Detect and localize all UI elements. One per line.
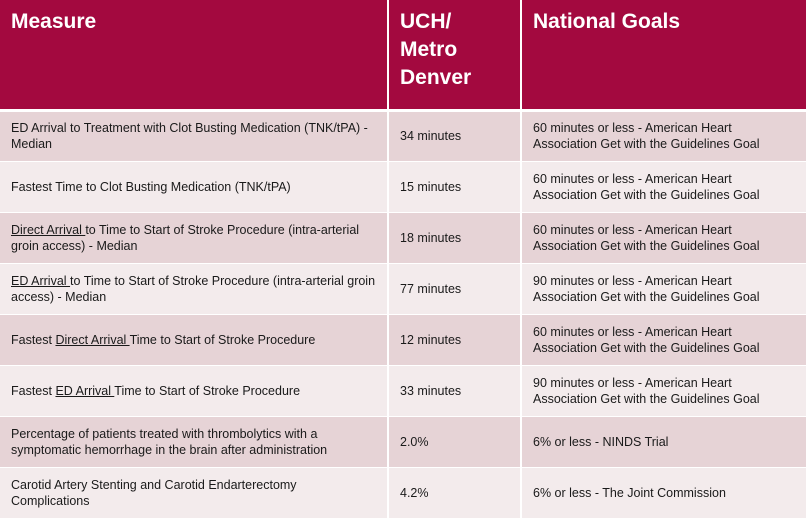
measure-cell xyxy=(0,161,388,212)
table-row xyxy=(0,314,806,365)
measure-cell xyxy=(0,365,388,416)
table-row xyxy=(0,365,806,416)
header-uch-line2: Metro xyxy=(400,38,458,61)
table-row xyxy=(0,161,806,212)
header-uch-line1: UCH/ xyxy=(400,10,452,33)
measure-text: Fastest Time to Clot Busting Medication (TNK/tPA) xyxy=(11,179,291,194)
measure-text: Carotid Artery Stenting and Carotid Endarterectomy Complications xyxy=(11,477,297,508)
table-row xyxy=(0,416,806,467)
header-measure: Measure xyxy=(0,0,388,110)
goal-cell: 60 minutes or less - American Heart Association Get with the Guidelines Goal xyxy=(521,314,806,365)
header-row xyxy=(0,0,806,110)
measure-cell xyxy=(0,212,388,263)
value-cell: 34 minutes xyxy=(388,110,521,161)
measure-underlined: ED Arrival xyxy=(11,273,71,288)
table-row xyxy=(0,110,806,161)
value-cell: 15 minutes xyxy=(388,161,521,212)
table-row xyxy=(0,467,806,518)
measure-underlined: Direct Arrival xyxy=(55,332,130,347)
value-cell: 12 minutes xyxy=(388,314,521,365)
measure-text: Fastest xyxy=(11,332,56,347)
goal-cell: 6% or less - The Joint Commission xyxy=(521,467,806,518)
value-cell: 4.2% xyxy=(388,467,521,518)
header-national-goals: National Goals xyxy=(521,0,806,110)
goal-cell: 90 minutes or less - American Heart Association Get with the Guidelines Goal xyxy=(521,365,806,416)
goal-cell: 60 minutes or less - American Heart Association Get with the Guidelines Goal xyxy=(521,161,806,212)
measure-text-rest: Time to Start of Stroke Procedure xyxy=(114,383,301,398)
value-cell: 18 minutes xyxy=(388,212,521,263)
header-uch-line3: Denver xyxy=(400,66,472,89)
value-cell: 2.0% xyxy=(388,416,521,467)
measure-cell xyxy=(0,314,388,365)
measure-text-rest: Time to Start of Stroke Procedure xyxy=(129,332,316,347)
measure-text: Fastest xyxy=(11,383,56,398)
value-cell: 77 minutes xyxy=(388,263,521,314)
measure-underlined: Direct Arrival xyxy=(11,222,86,237)
measure-cell xyxy=(0,416,388,467)
measure-underlined: ED Arrival xyxy=(55,383,115,398)
table-row xyxy=(0,263,806,314)
measure-text: ED Arrival to Treatment with Clot Busting Medication (TNK/tPA) - Median xyxy=(11,121,368,151)
measure-cell xyxy=(0,110,388,161)
measure-text: Percentage of patients treated with thrombolytics with a symptomatic hemorrhage in the brain after administration xyxy=(11,426,328,457)
goal-cell: 60 minutes or less - American Heart Association Get with the Guidelines Goal xyxy=(521,212,806,263)
measure-cell xyxy=(0,467,388,518)
measure-text-rest: to Time to Start of Stroke Procedure (intra-arterial groin access) - Median xyxy=(11,273,376,304)
table-row xyxy=(0,212,806,263)
goal-cell: 6% or less - NINDS Trial xyxy=(521,416,806,467)
header-uch-metro-denver xyxy=(388,0,521,110)
measure-text-rest: to Time to Start of Stroke Procedure (intra-arterial groin access) - Median xyxy=(11,222,360,253)
goal-cell: 60 minutes or less - American Heart Association Get with the Guidelines Goal xyxy=(521,110,806,161)
measure-cell xyxy=(0,263,388,314)
goal-cell: 90 minutes or less - American Heart Association Get with the Guidelines Goal xyxy=(521,263,806,314)
value-cell: 33 minutes xyxy=(388,365,521,416)
